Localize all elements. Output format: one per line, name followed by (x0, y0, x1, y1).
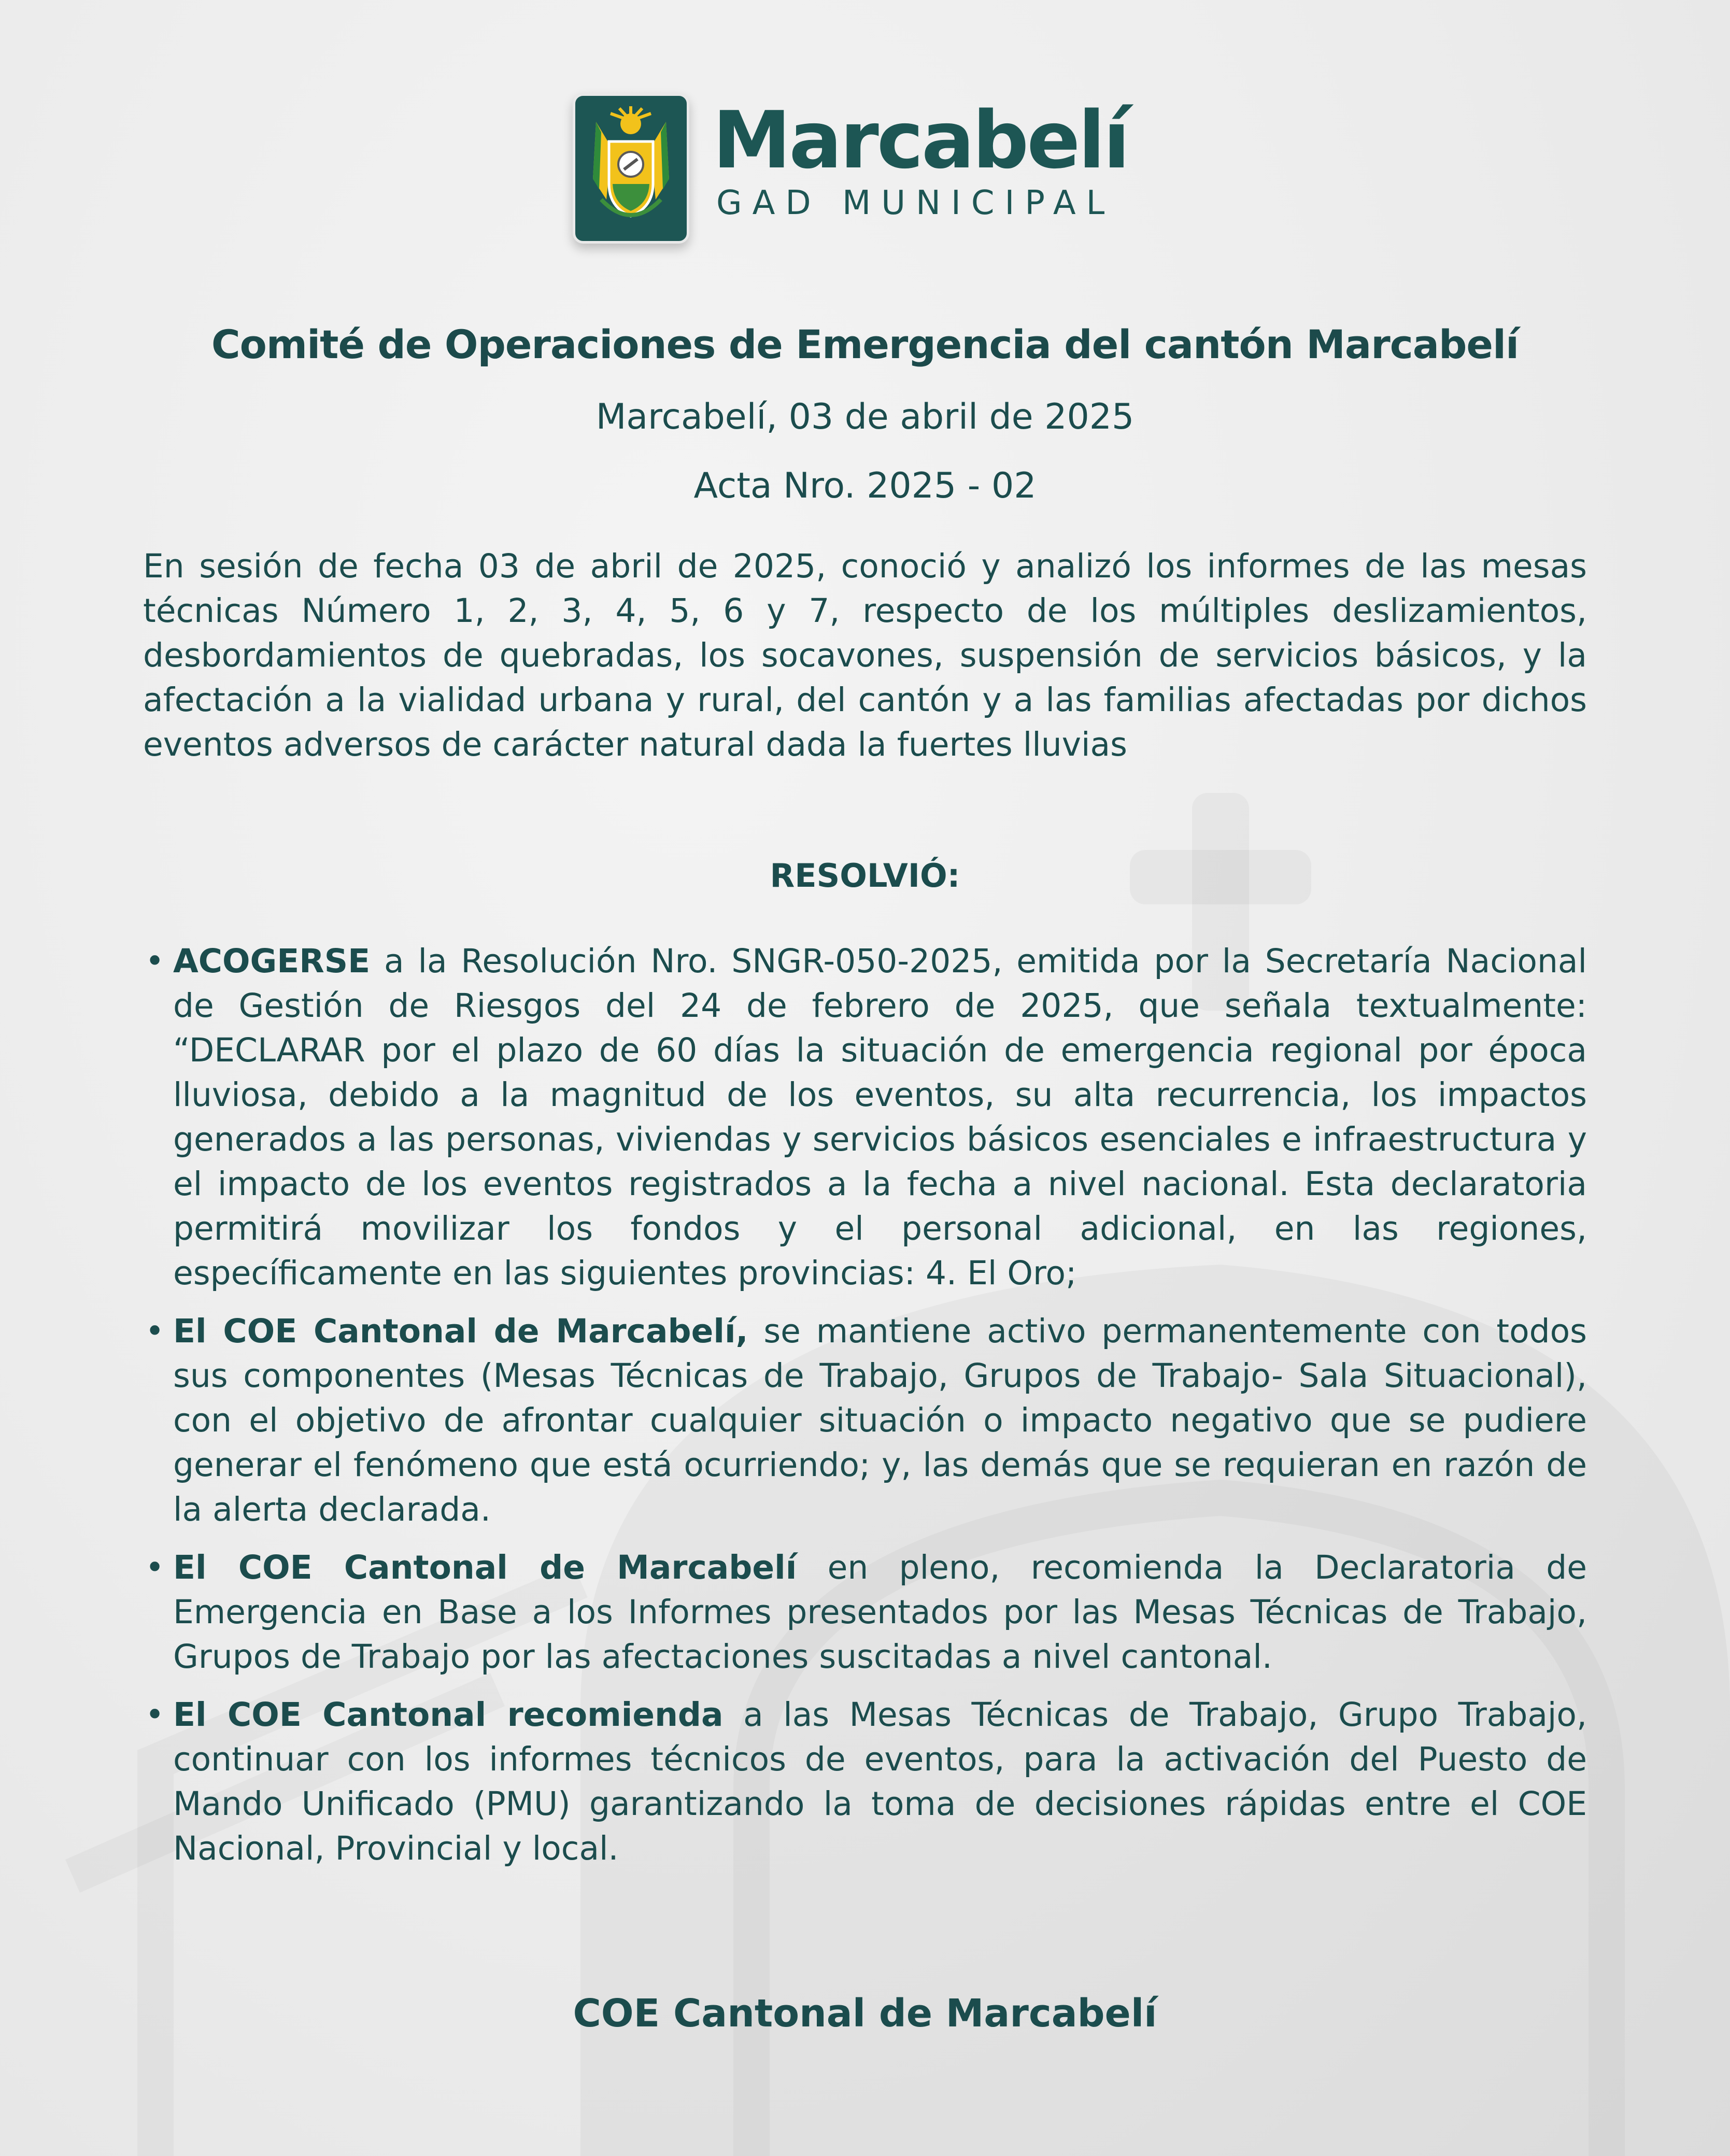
municipal-logo (573, 93, 689, 244)
resolution-text: a las Mesas Técnicas de Trabajo, Grupo Trabajo, continuar con los informes técnicos de eventos, para la activación del Puesto de Mando Unificado (PMU) garantizando la toma de decisiones rápidas entre el COE Nacional, Provincial y local. (173, 1696, 1587, 1867)
resolution-text: en pleno, recomienda la Declaratoria de Emergencia en Base a los Informes presentados por las Mesas Técnicas de Trabajo, Grupos de Trabajo por las afectaciones suscitadas a nivel cantonal. (173, 1549, 1587, 1676)
acta-number: Acta Nro. 2025 - 02 (693, 465, 1037, 506)
bullet-icon: • (145, 942, 165, 980)
bullet-icon: • (145, 1549, 165, 1586)
resolution-text: se mantiene activo permanentemente con todos sus componentes (Mesas Técnicas de Trabajo, Grupos de Trabajo- Sala Situacional), con el objetivo de afrontar cualquier situación o impacto negativo que se pudiere generar el fenómeno que está ocurriendo; y, las demás que se requieran en razón de la alerta declarada. (173, 1312, 1587, 1528)
list-item (143, 1309, 1587, 1532)
list-item (143, 1693, 1587, 1871)
list-item (143, 939, 1587, 1296)
resolution-lead: El COE Cantonal de Marcabelí, (173, 1312, 748, 1350)
resolutions-list (143, 939, 1587, 1884)
brand-subtitle: GAD MUNICIPAL (716, 184, 1115, 222)
signature: COE Cantonal de Marcabelí (573, 1991, 1157, 2036)
resolvio-heading: RESOLVIÓ: (770, 857, 960, 895)
brand-name: Marcabelí (713, 94, 1128, 186)
date-line: Marcabelí, 03 de abril de 2025 (595, 396, 1135, 437)
resolution-lead: ACOGERSE (173, 942, 371, 980)
resolution-lead: El COE Cantonal recomienda (173, 1696, 724, 1734)
resolution-lead: El COE Cantonal de Marcabelí (173, 1549, 797, 1586)
intro-paragraph: En sesión de fecha 03 de abril de 2025, conoció y analizó los informes de las mesas técnicas Número 1, 2, 3, 4, 5, 6 y 7, respecto de los múltiples deslizamientos, desbordamientos de quebradas, los socavones, suspensión de servicios básicos, y la afectación a la vialidad urbana y rural, del cantón y a las familias afectadas por dichos eventos adversos de carácter natural dada la fuertes lluvias (143, 547, 1587, 763)
list-item (143, 1545, 1587, 1679)
bullet-icon: • (145, 1696, 165, 1734)
coat-of-arms-icon (580, 101, 682, 236)
resolution-text: a la Resolución Nro. SNGR-050-2025, emitida por la Secretaría Nacional de Gestión de Riesgos del 24 de febrero de 2025, que señala textualmente: “DECLARAR por el plazo de 60 días la situación de emergencia regional por época lluviosa, debido a la magnitud de los eventos, su alta recurrencia, los impactos generados a las personas, viviendas y servicios básicos esenciales e infraestructura y el impacto de los eventos registrados a la fecha a nivel nacional. Esta declaratoria permitirá movilizar los fondos y el personal adicional, en las regiones, específicamente en las siguientes provincias: 4. El Oro; (173, 942, 1587, 1292)
document-title: Comité de Operaciones de Emergencia del cantón Marcabelí (211, 321, 1519, 367)
bullet-icon: • (145, 1312, 165, 1350)
